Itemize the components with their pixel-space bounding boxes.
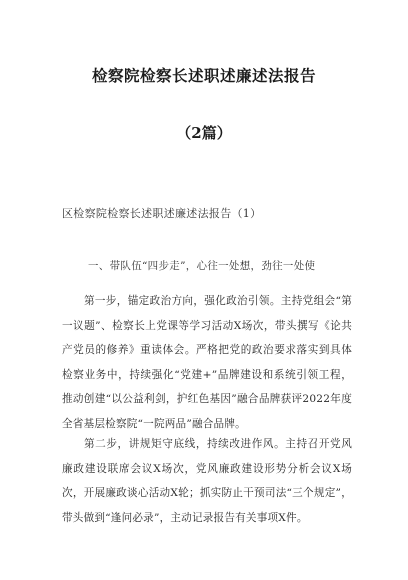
paragraph-step-one: 第一步，锚定政治方向，强化政治引领。主持党组会“第一议题”、检察长上党课等学习活动X场次，带头撰写《论共产党员的修养》重读体会。严格把党的政治要求落实到具体检察业务中，持续强化“党建+”品牌建设和系统引领工程，推动创建“以公益利剑，护红色基因”融合品牌获评2022年度全省基层检察院“一院两品”融合品牌。 (62, 295, 352, 430)
point-heading: 一、带队伍“四步走”，心往一处想，劲往一处使 (88, 260, 316, 272)
section-heading: 区检察院检察长述职述廉述法报告（1） (62, 207, 262, 220)
paragraph-step-two: 第二步，讲规矩守底线，持续改进作风。主持召开党风廉政建设联席会议X场次，党风廉政建设形势分析会议X场次，开展廉政谈心活动X轮；抓实防止干预司法“三个规定”，带头做到“逢问必录”，主动记录报告有关事项X件。 (62, 438, 352, 524)
document-subtitle: （2篇） (176, 124, 232, 142)
document-title: 检察院检察长述职述廉述法报告 (91, 66, 316, 85)
